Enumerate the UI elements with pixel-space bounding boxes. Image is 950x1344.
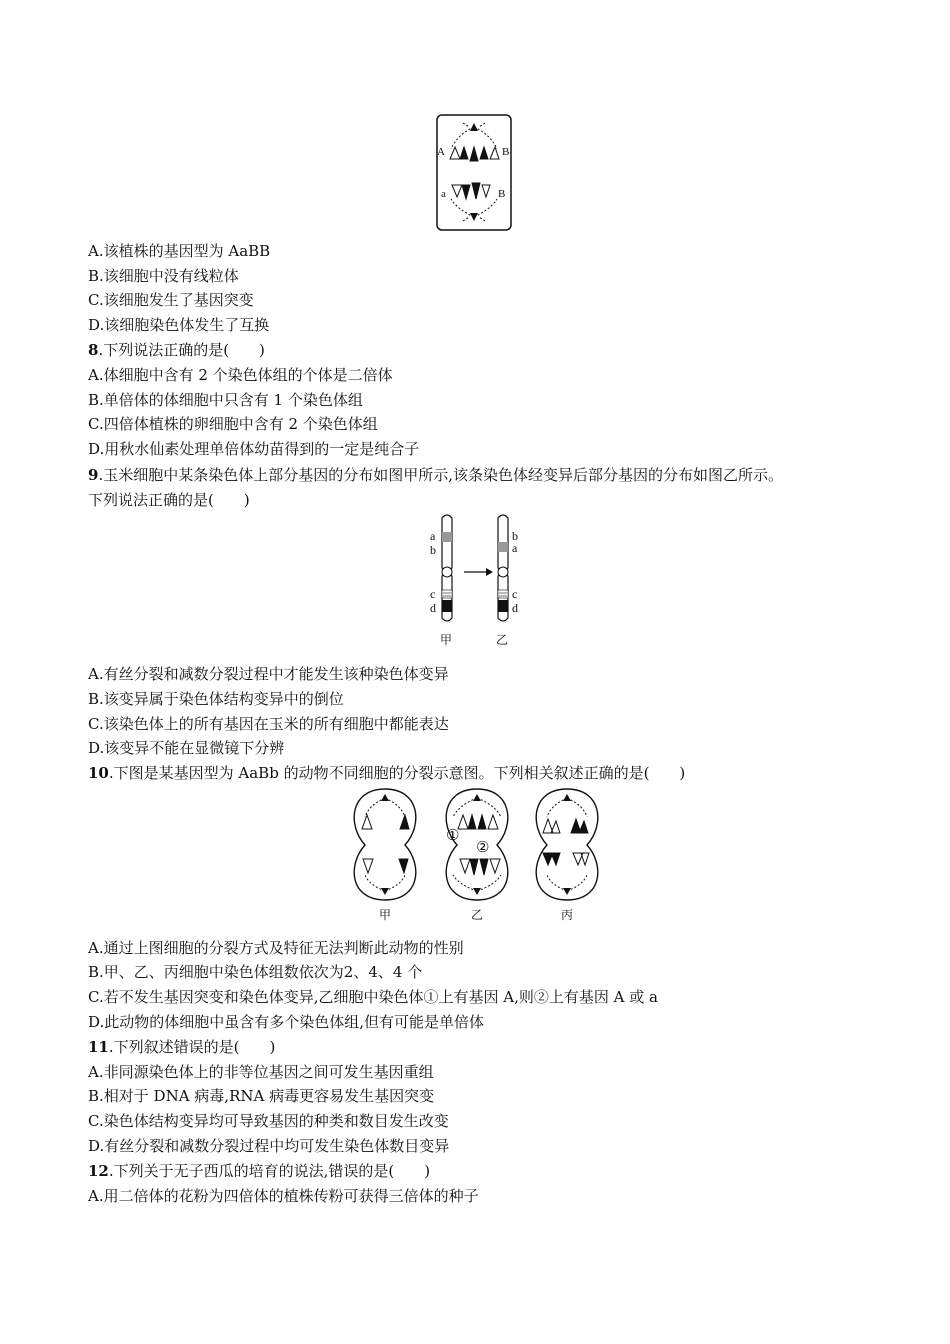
q11-option-d: D.有丝分裂和减数分裂过程中均可发生染色体数目变异 (88, 1137, 450, 1155)
marker-2: ② (476, 840, 490, 856)
q8-stem-text: .下列说法正确的是( ) (98, 341, 265, 359)
q7-option-c: C.该细胞发生了基因突变 (88, 291, 254, 309)
q8-option-a: A.体细胞中含有 2 个染色体组的个体是二倍体 (88, 366, 393, 384)
gene-label-a: a (441, 188, 446, 200)
q12-stem (88, 1161, 430, 1181)
q9-option-b: B.该变异属于染色体结构变异中的倒位 (88, 690, 344, 708)
q11-stem-text: .下列叙述错误的是( ) (108, 1038, 276, 1056)
jia-gene-b: b (430, 543, 436, 557)
cell-jia (354, 789, 416, 900)
chromosomes-top (450, 147, 499, 161)
jia-gene-c: c (430, 587, 436, 601)
q10-option-a: A.通过上图细胞的分裂方式及特征无法判断此动物的性别 (88, 939, 464, 957)
figure-chromosome-inversion (420, 510, 530, 650)
chromosome-jia (442, 515, 452, 621)
caption-jia: 甲 (440, 633, 453, 647)
q10-stem (88, 763, 685, 783)
q8-option-d: D.用秋水仙素处理单倍体幼苗得到的一定是纯合子 (88, 440, 420, 458)
q12-number: 12 (88, 1162, 109, 1180)
q8-option-c: C.四倍体植株的卵细胞中含有 2 个染色体组 (88, 415, 378, 433)
figure-animal-cell-division (345, 785, 610, 925)
q9-option-c: C.该染色体上的所有基因在玉米的所有细胞中都能表达 (88, 715, 449, 733)
gene-label-B-bottom: B (498, 188, 506, 200)
gene-label-A: A (437, 146, 445, 158)
q11-option-c: C.染色体结构变异均可导致基因的种类和数目发生改变 (88, 1112, 449, 1130)
q9-number: 9 (88, 466, 99, 484)
q10-option-c: C.若不发生基因突变和染色体变异,乙细胞中染色体①上有基因 A,则②上有基因 A 或 a (88, 988, 658, 1006)
jia-gene-a: a (430, 529, 436, 543)
cell-wall (437, 115, 511, 230)
q7-option-d: D.该细胞染色体发生了互换 (88, 316, 270, 334)
q9-stem-line2: 下列说法正确的是( ) (88, 491, 250, 509)
q10-stem-text: .下图是某基因型为 AaBb 的动物不同细胞的分裂示意图。下列相关叙述正确的是( ) (108, 764, 686, 782)
yi-gene-a: a (512, 541, 518, 555)
caption-yi: 乙 (496, 633, 509, 647)
q9-stem (88, 465, 783, 485)
jia-gene-d: d (430, 601, 436, 615)
q8-stem (88, 340, 265, 360)
q10-option-d: D.此动物的体细胞中虽含有多个染色体组,但有可能是单倍体 (88, 1013, 485, 1031)
gene-label-B-top: B (502, 146, 510, 158)
caption-cell-jia: 甲 (379, 908, 392, 922)
spindle-pole-bottom (470, 213, 478, 221)
q8-number: 8 (88, 341, 99, 359)
yi-gene-d: d (512, 601, 518, 615)
q8-option-b: B.单倍体的体细胞中只含有 1 个染色体组 (88, 391, 363, 409)
yi-gene-b: b (512, 529, 518, 543)
q11-number: 11 (88, 1038, 109, 1056)
q7-option-a: A.该植株的基因型为 AaBB (88, 242, 271, 260)
arrow-icon (464, 568, 493, 576)
q11-option-a: A.非同源染色体上的非等位基因之间可发生基因重组 (88, 1063, 434, 1081)
q10-number: 10 (88, 764, 109, 782)
q7-option-b: B.该细胞中没有线粒体 (88, 267, 239, 285)
q9-option-d: D.该变异不能在显微镜下分辨 (88, 739, 285, 757)
chromosomes-bottom (452, 183, 490, 199)
q12-option-a: A.用二倍体的花粉为四倍体的植株传粉可获得三倍体的种子 (88, 1187, 479, 1205)
cell-bing (536, 789, 598, 900)
caption-cell-bing: 丙 (561, 908, 574, 922)
q10-option-b: B.甲、乙、丙细胞中染色体组数依次为2、4、4 个 (88, 963, 423, 981)
caption-cell-yi: 乙 (471, 908, 484, 922)
marker-1: ① (446, 828, 460, 844)
q11-stem (88, 1037, 275, 1057)
figure-plant-cell-anaphase (435, 113, 515, 233)
chromosome-yi (498, 515, 508, 621)
q11-option-b: B.相对于 DNA 病毒,RNA 病毒更容易发生基因突变 (88, 1087, 435, 1105)
q12-stem-text: .下列关于无子西瓜的培育的说法,错误的是( ) (108, 1162, 431, 1180)
yi-gene-c: c (512, 587, 518, 601)
q9-option-a: A.有丝分裂和减数分裂过程中才能发生该种染色体变异 (88, 665, 449, 683)
q9-stem-text: .玉米细胞中某条染色体上部分基因的分布如图甲所示,该条染色体经变异后部分基因的分布如图乙所示。 (98, 466, 783, 484)
